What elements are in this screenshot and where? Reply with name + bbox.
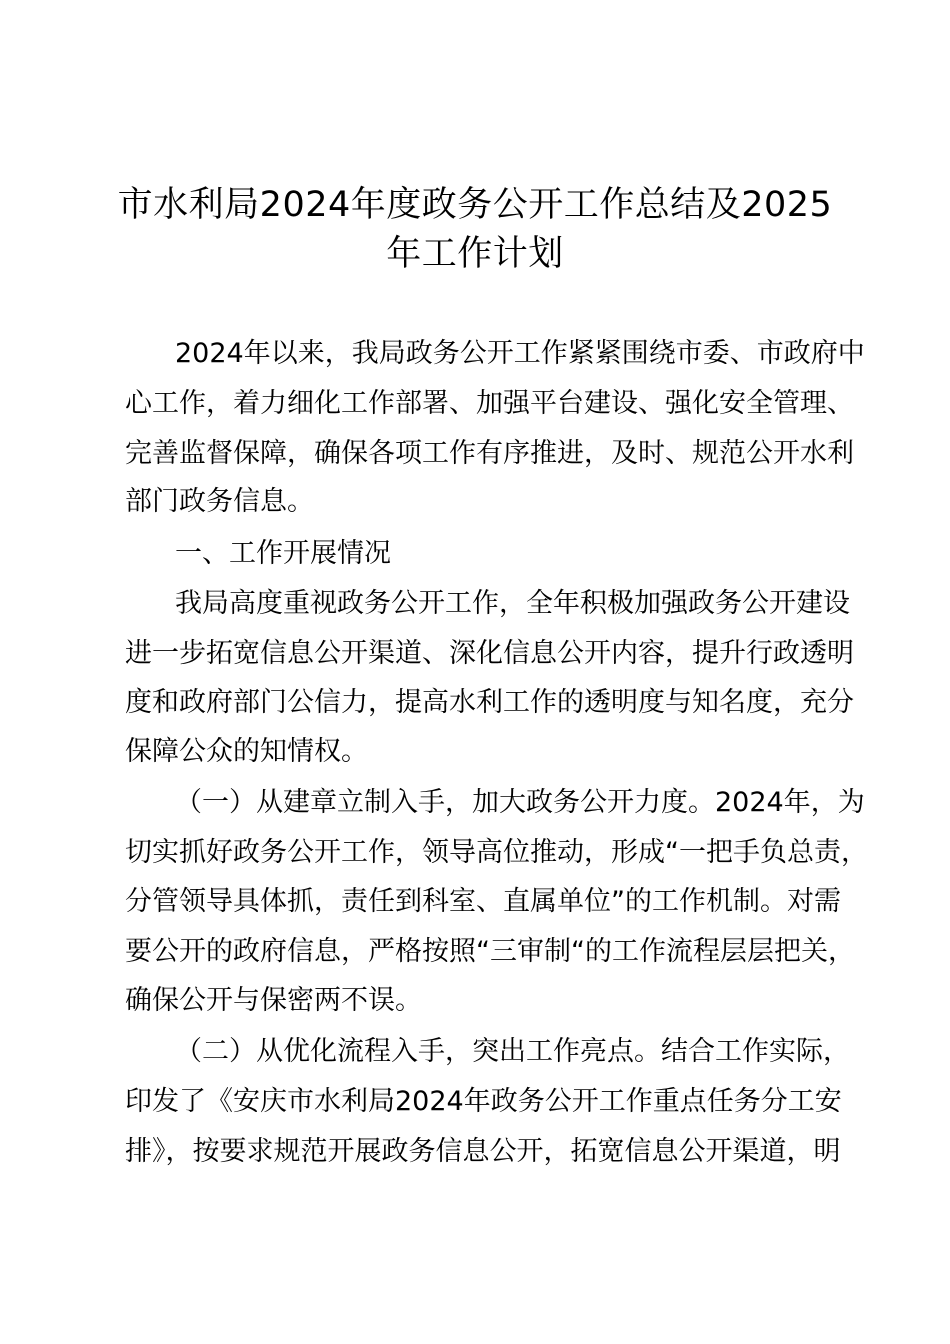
paragraph-line: 进一步拓宽信息公开渠道、深化信息公开内容，提升行政透明 bbox=[125, 638, 854, 669]
paragraph-line: 完善监督保障，确保各项工作有序推进，及时、规范公开水利 bbox=[125, 438, 854, 469]
paragraph-line: （二）从优化流程入手，突出工作亮点。结合工作实际， bbox=[175, 1036, 850, 1067]
document-title-line-2: 年工作计划 bbox=[386, 234, 564, 274]
paragraph-line: 部门政务信息。 bbox=[125, 486, 314, 517]
paragraph-line: 我局高度重视政务公开工作，全年积极加强政务公开建设 bbox=[175, 588, 850, 619]
paragraph-line: 要公开的政府信息，严格按照“三审制“的工作流程层层把关， bbox=[125, 936, 855, 967]
paragraph-line: 分管领导具体抓，责任到科室、直属单位”的工作机制。对需 bbox=[125, 886, 841, 917]
paragraph-line: 保障公众的知情权。 bbox=[125, 736, 368, 767]
paragraph-line: 度和政府部门公信力，提高水利工作的透明度与知名度，充分 bbox=[125, 687, 854, 718]
paragraph-line: 2024年以来，我局政务公开工作紧紧围绕市委、市政府中 bbox=[175, 338, 865, 369]
paragraph-line: 确保公开与保密两不误。 bbox=[125, 985, 422, 1016]
paragraph-line: （一）从建章立制入手，加大政务公开力度。2024年，为 bbox=[175, 787, 865, 818]
section-heading: 一、工作开展情况 bbox=[175, 538, 391, 569]
paragraph-line: 心工作，着力细化工作部署、加强平台建设、强化安全管理、 bbox=[125, 388, 854, 419]
paragraph-line: 印发了《安庆市水利局2024年政务公开工作重点任务分工安 bbox=[125, 1086, 842, 1117]
paragraph-line: 排》，按要求规范开展政务信息公开，拓宽信息公开渠道，明 bbox=[125, 1136, 841, 1167]
document-title-line-1: 市水利局2024年度政务公开工作总结及2025 bbox=[117, 185, 833, 225]
paragraph-line: 切实抓好政务公开工作，领导高位推动，形成“一把手负总责， bbox=[125, 837, 868, 868]
